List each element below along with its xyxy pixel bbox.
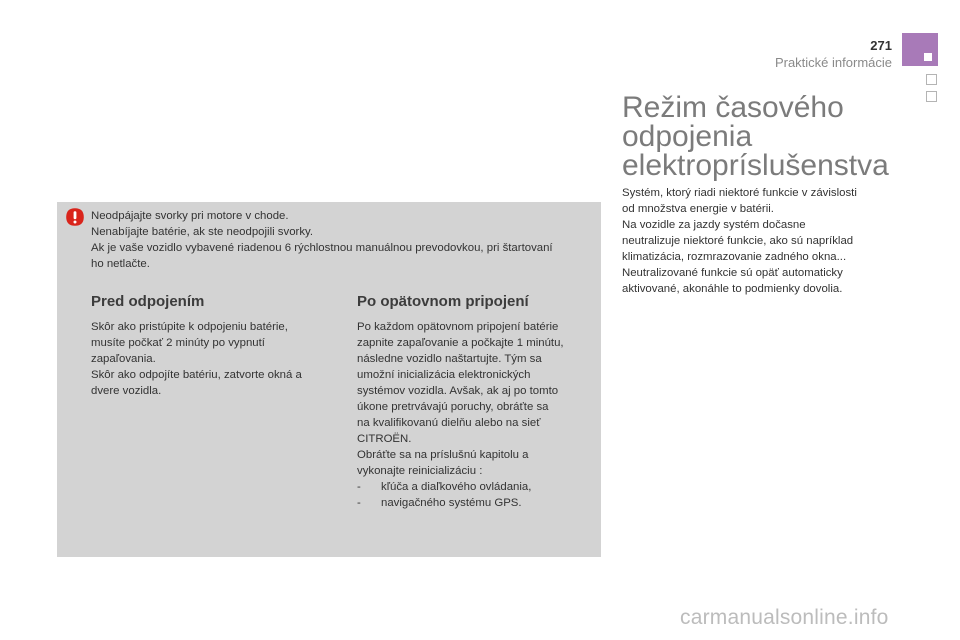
after-reconnect-line: úkone pretrvávajú poruchy, obráťte sa [357,401,549,413]
before-disconnect-line: Skôr ako pristúpite k odpojeniu batérie, [91,321,288,333]
warning-line: Ak je vaše vozidlo vybavené riadenou 6 rýchlostnou manuálnou prevodovkou, pri štartovaní [91,242,553,254]
section-title-line: Režim časového [622,91,844,124]
exclamation-warning-icon [65,207,85,227]
page-number: 271 [870,38,892,53]
chapter-tab-outline-2 [926,91,937,102]
warning-line: Nenabíjajte batérie, ak ste neodpojili svorky. [91,226,314,238]
chapter-tab-outline-1 [926,74,937,85]
warning-line: Neodpájajte svorky pri motore v chode. [91,210,289,222]
reinit-list [357,479,592,511]
list-item-text: navigačného systému GPS. [381,497,522,509]
after-reconnect-line: následne vozidlo naštartujte. Tým sa [357,353,542,365]
list-item [357,495,592,511]
before-disconnect-line: Skôr ako odpojíte batériu, zatvorte okná a [91,369,302,381]
after-reconnect-line: CITROËN. [357,433,412,445]
intro-line: aktivované, akonáhle to podmienky dovolia. [622,283,843,295]
before-disconnect-line: zapaľovania. [91,353,156,365]
before-disconnect-line: dvere vozidla. [91,385,162,397]
list-dash: - [357,481,361,493]
chapter-tab-marker [924,53,932,61]
after-reconnect-line: Po každom opätovnom pripojení batérie [357,321,559,333]
warning-text [91,208,591,272]
list-dash: - [357,497,361,509]
after-reconnect-line: Obráťte sa na príslušnú kapitolu a [357,449,529,461]
intro-line: od množstva energie v batérii. [622,203,774,215]
before-disconnect-text [91,319,331,399]
section-name: Praktické informácie [774,55,892,70]
watermark: carmanualsonline.info [680,606,889,629]
intro-text [622,185,890,297]
list-item [357,479,592,495]
intro-line: klimatizácia, rozmrazovanie zadného okna... [622,251,847,263]
section-title [622,93,922,180]
after-reconnect-heading: Po opätovnom pripojení [357,293,529,310]
after-reconnect-line: zapnite zapaľovanie a počkajte 1 minútu, [357,337,564,349]
after-reconnect-line: na kvalifikovanú dielňu alebo na sieť [357,417,541,429]
before-disconnect-line: musíte počkať 2 minúty po vypnutí [91,337,265,349]
after-reconnect-line: vykonajte reinicializáciu : [357,465,483,477]
intro-line: neutralizuje niektoré funkcie, ako sú napríklad [622,235,854,247]
section-title-line: elektropríslušenstva [622,149,889,182]
after-reconnect-text [357,319,592,511]
intro-line: Systém, ktorý riadi niektoré funkcie v závislosti [622,187,857,199]
section-title-line: odpojenia [622,120,753,153]
list-item-text: kľúča a diaľkového ovládania, [381,481,532,493]
before-disconnect-heading: Pred odpojením [91,293,205,310]
warning-line: ho netlačte. [91,258,150,270]
after-reconnect-line: systémov vozidla. Avšak, ak aj po tomto [357,385,559,397]
intro-line: Neutralizované funkcie sú opäť automaticky [622,267,843,279]
intro-line: Na vozidle za jazdy systém dočasne [622,219,806,231]
chapter-tab [902,33,938,66]
after-reconnect-line: umožní inicializácia elektronických [357,369,531,381]
